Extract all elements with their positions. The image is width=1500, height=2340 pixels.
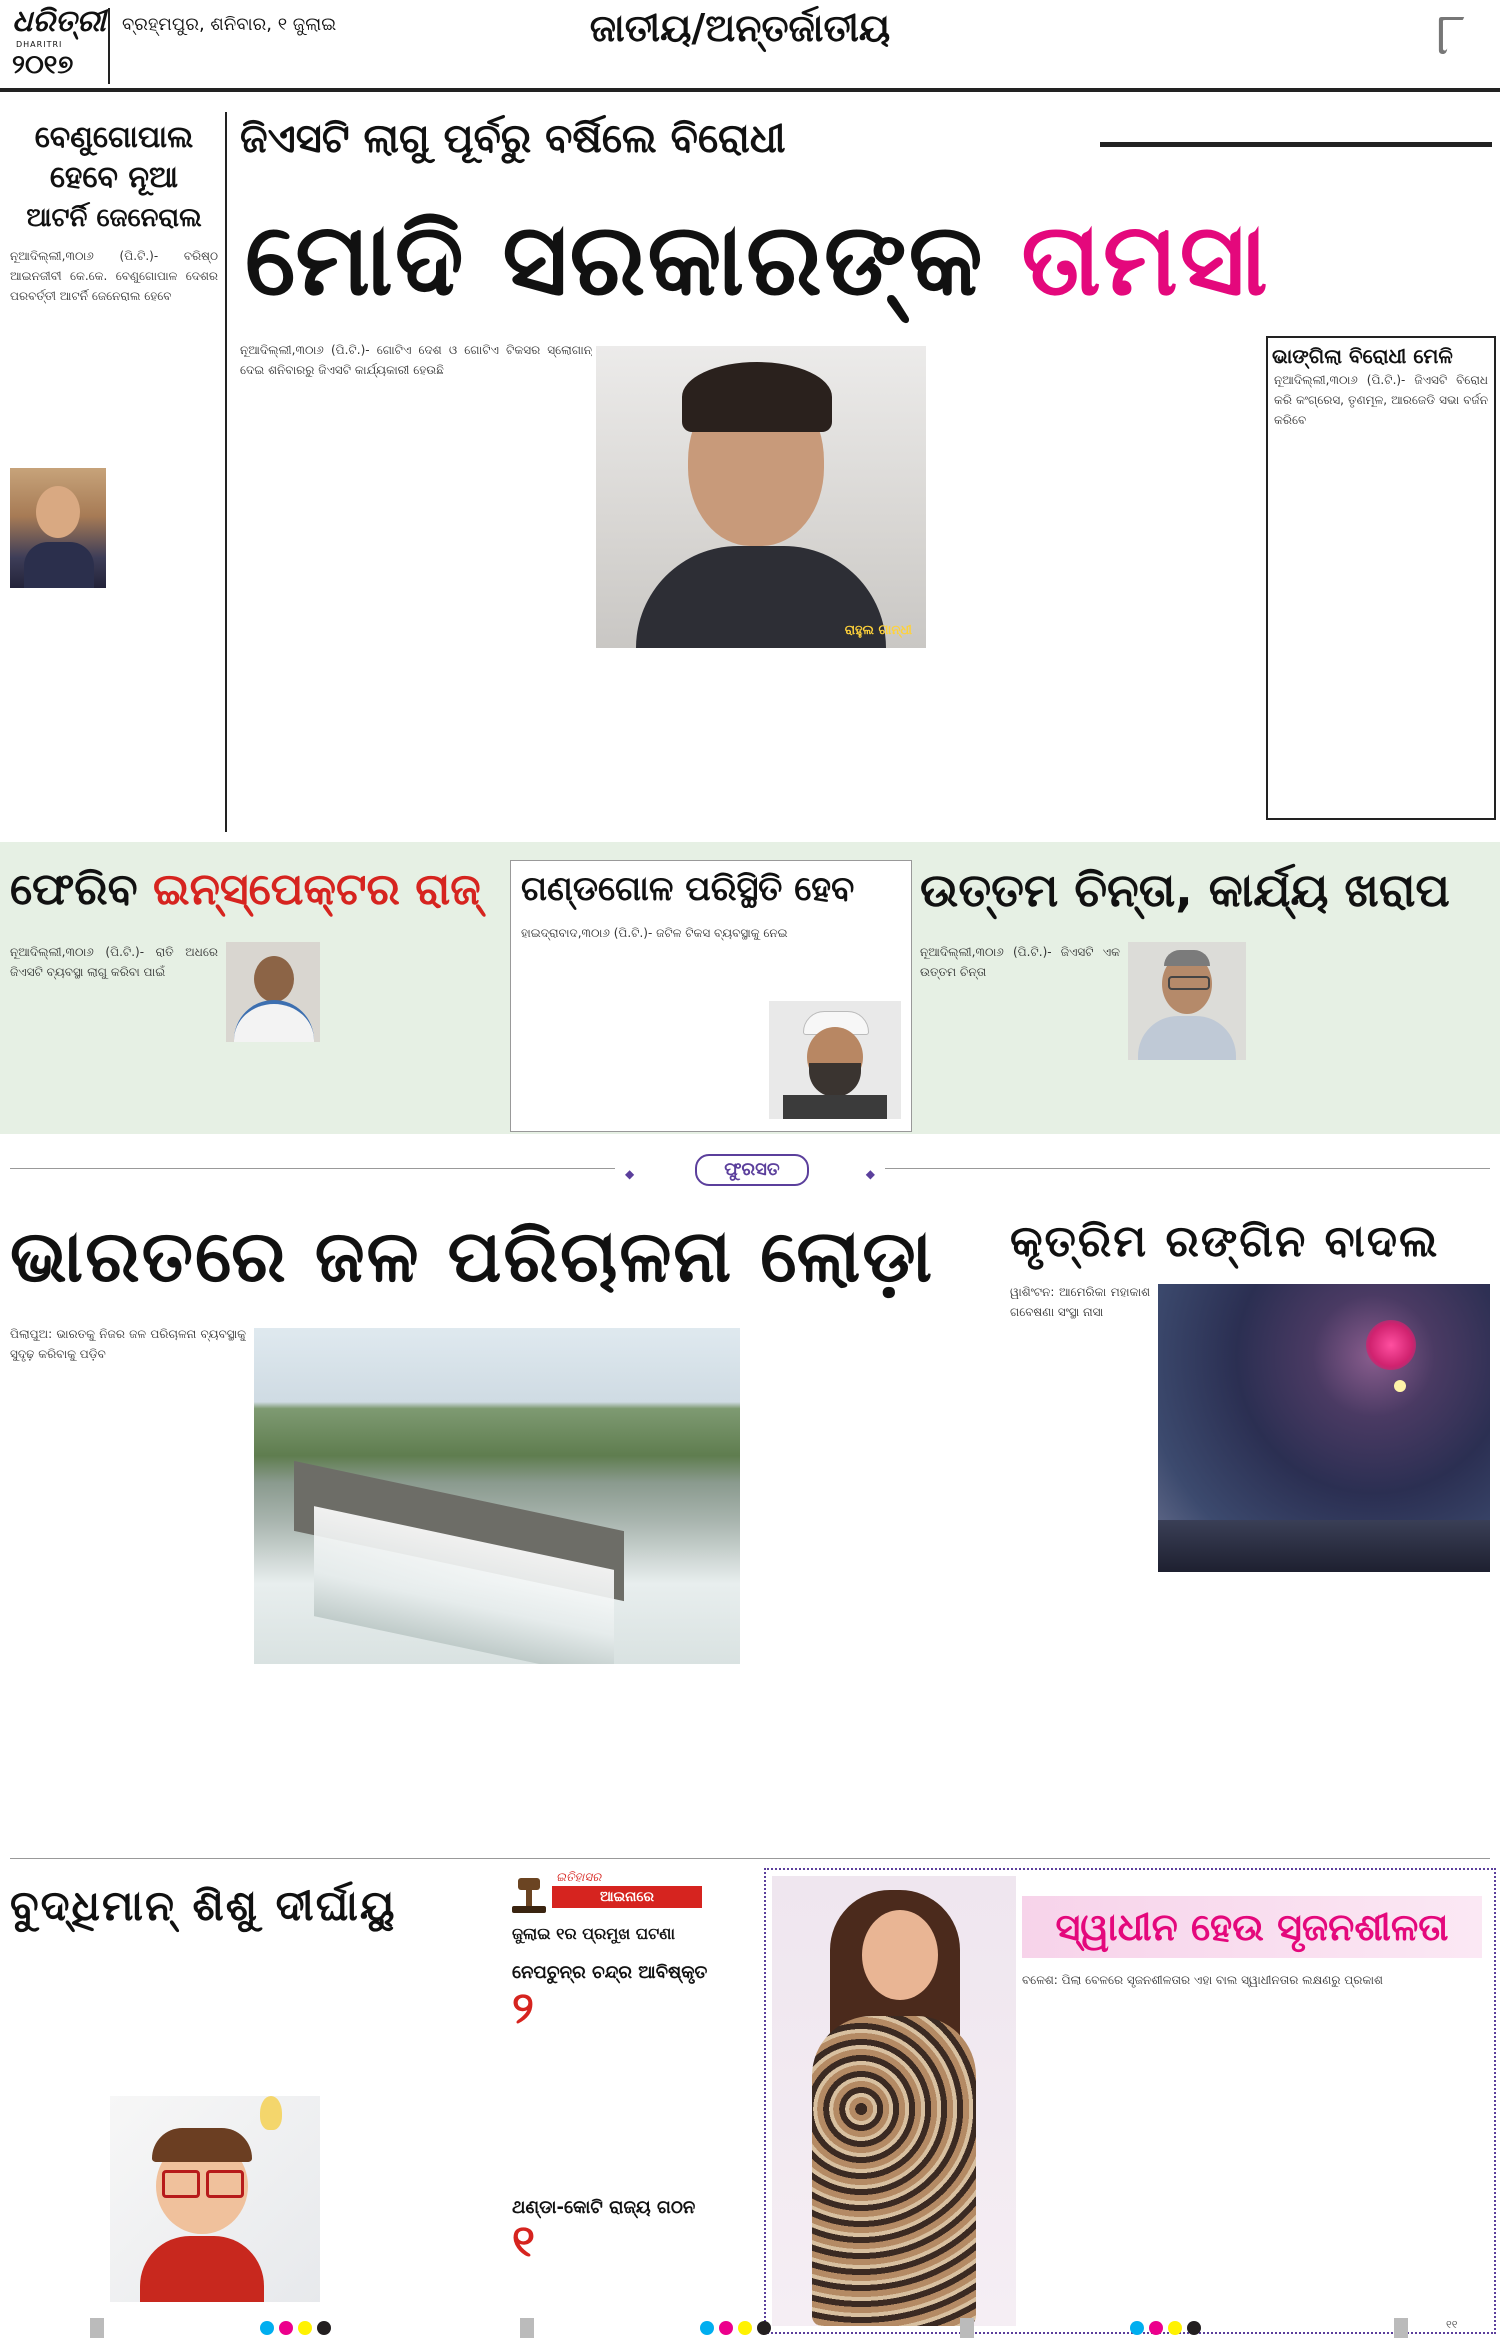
- band-story-1-dateline: ନୂଆଦିଲ୍ଲୀ,୩୦ା୬ (ପି.ଟି.)- ରାତି ଅଧରେ ଜିଏସଟି ବ୍ୟବସ୍ଥା ଲାଗୁ କରିବା ପାଇଁ: [10, 945, 218, 979]
- cloud-headline: କୃତ୍ରିମ ରଙ୍ଗିନ ବାଦଲ: [1010, 1216, 1440, 1267]
- left-story-headline-1: ବେଣୁଗୋପାଲ: [34, 120, 194, 155]
- history-item-1-body-b: [512, 2033, 746, 2191]
- child-photo: [110, 2096, 320, 2302]
- child-col-1c: [10, 2096, 102, 2302]
- supplement-tag: ◆ ◆ ଫୁରସତ: [625, 1152, 875, 1186]
- masthead-brand: ଧରିତ୍ରୀ: [12, 4, 106, 39]
- cloud-col-1: [1010, 1282, 1150, 1582]
- history-item-2-dropcap: ୧: [512, 2216, 535, 2267]
- side-box-dateline: ନୂଆଦିଲ୍ଲୀ,୩୦ା୬ (ପି.ଟି.)- ଜିଏସଟି ବିରୋଧ କରି କଂଗ୍ରେସ, ତୃଣମୂଳ, ଆରଜେଡି ସଭା ବର୍ଜନ କରିବେ: [1274, 373, 1488, 427]
- main-story-col-2: [596, 658, 926, 810]
- registration-mark: [260, 2320, 350, 2336]
- masthead-divider: [108, 8, 110, 84]
- crop-mark: [90, 2318, 104, 2338]
- cloud-dateline: ୱାଶିଂଟନ: ଆମେରିକା ମହାକାଶ ଗବେଷଣା ସଂସ୍ଥା ନାସା: [1010, 1285, 1150, 1319]
- main-story-dateline: ନୂଆଦିଲ୍ଲୀ,୩୦ା୬ (ପି.ଟି.)- ଗୋଟିଏ ଦେଶ ଓ ଗୋଟିଏ ଟିକସର ସ୍ଲୋଗାନ୍ ଦେଇ ଶନିବାରରୁ ଜିଏସଟି କାର୍ଯ୍ୟକାରୀ ହେଉଛି: [240, 343, 592, 377]
- supplement-rule-left: [10, 1168, 615, 1169]
- band-story-3: [920, 862, 1492, 1124]
- history-item-1-body: [542, 1991, 746, 2031]
- footer-page-marker: ୧୧: [1446, 2318, 1458, 2331]
- registration-mark: [1130, 2320, 1220, 2336]
- crop-mark: [520, 2318, 534, 2338]
- creativity-dateline: ବଳେଶ: ପିଲା ବେଳରେ ସୃଜନଶୀଳତାର ଏହା ବାଲ ସ୍ୱାଧୀନତାର ଲକ୍ଷଣରୁ ପ୍ରକାଶ: [1022, 1973, 1383, 1987]
- history-column: [512, 1870, 746, 2330]
- main-headline: [245, 200, 1270, 320]
- history-tag: [512, 1870, 746, 1922]
- cloud-col-2: [1010, 1588, 1490, 1844]
- band-story-1-body-c: [10, 1066, 502, 1124]
- left-story-headline-2: ହେବେ ନୂଆ: [49, 160, 179, 195]
- masthead-brand-sub: DHARITRI: [16, 40, 63, 49]
- band-story-3-dateline: ନୂଆଦିଲ୍ଲୀ,୩୦ା୬ (ପି.ଟି.)- ଜିଏସଟି ଏକ ଉତ୍ତମ ଚିନ୍ତା: [920, 945, 1120, 979]
- rahul-gandhi-photo: [596, 346, 926, 648]
- history-item-1-dropcap: ୨: [512, 1983, 534, 2034]
- creativity-box: [764, 1868, 1496, 2334]
- history-tag-top: ଇତିହାସର: [556, 1870, 602, 1884]
- actress-photo: [772, 1876, 1016, 2326]
- main-story-col-3: [934, 340, 1254, 810]
- registration-mark: [700, 2320, 790, 2336]
- child-headline: ବୁଦ୍ଧିମାନ୍ ଶିଶୁ ଦୀର୍ଘାୟୁ: [10, 1881, 397, 1930]
- page-number: ୮: [1436, 0, 1467, 68]
- masthead-year: ୨୦୧୭: [12, 50, 74, 80]
- kicker-rule: [1100, 142, 1492, 147]
- owaisi-photo: [769, 1001, 901, 1119]
- dateline: ବ୍ରହ୍ମପୁର, ଶନିବାର, ୧ ଜୁଲାଇ: [122, 14, 337, 35]
- water-col-3: [752, 1300, 998, 1844]
- history-sub: ଜୁଲାଇ ୧ର ପ୍ରମୁଖ ଘଟଣା: [512, 1924, 676, 1943]
- history-tag-bottom: ଆଇନାରେ: [552, 1886, 702, 1908]
- left-story: [10, 118, 218, 833]
- left-story-body-3: [10, 602, 218, 830]
- creativity-headline: ସ୍ୱାଧୀନ ହେଉ ସୃଜନଶୀଳତା: [1022, 1896, 1482, 1958]
- band-story-1-headline-red: ଇନ୍‌ସ୍ପେକ୍ଟର ରାଜ୍: [152, 864, 481, 915]
- sisodia-photo: [1128, 942, 1246, 1060]
- column-rule: [225, 112, 227, 832]
- artificial-cloud-photo: [1158, 1284, 1490, 1572]
- band-story-3-headline: ଉତ୍ତମ ଚିନ୍ତା, କାର୍ଯ୍ୟ ଖରାପ: [920, 863, 1450, 917]
- band-story-1-headline-black: ଫେରିବ: [10, 864, 153, 915]
- history-item-1-title: ନେପଚୁନ୍‌ର ଚନ୍ଦ୍ର ଆବିଷ୍କୃତ: [512, 1962, 708, 1983]
- creativity-body: [1022, 1970, 1484, 2322]
- child-col-1: [10, 1950, 246, 2090]
- side-box-headline: ଭାଙ୍ଗିଲା ବିରୋଧୀ ମେଳି: [1272, 344, 1453, 368]
- left-story-dateline: ନୂଆଦିଲ୍ଲୀ,୩୦ା୬ (ପି.ଟି.)- ବରିଷ୍ଠ ଆଇନଜୀବୀ କେ.କେ. ବେଣୁଗୋପାଳ ଦେଶର ପରବର୍ତ୍ତୀ ଆଟର୍ନି ଜେନେରାଲ ହେବେ: [10, 249, 218, 303]
- side-box-body: [1268, 370, 1494, 800]
- water-col-2: [254, 1670, 740, 1844]
- main-headline-black: ମୋଦି ସରକାରଙ୍କ: [245, 201, 985, 318]
- dam-photo: [254, 1328, 740, 1664]
- band-story-3-body-a: [920, 942, 1120, 1124]
- crop-mark: [1394, 2318, 1408, 2338]
- history-item-2-body: [542, 2224, 746, 2264]
- supplement-tag-label: ଫୁରସତ: [695, 1154, 809, 1186]
- main-story-kicker: ଜିଏସଟି ଲାଗୁ ପୂର୍ବରୁ ବର୍ଷିଲେ ବିରୋଧୀ: [240, 116, 786, 162]
- photo-caption: ରାହୁଲ ଗାନ୍ଧୀ: [844, 623, 912, 638]
- lower-divider: [10, 1858, 1490, 1859]
- section-title: ଜାତୀୟ/ଅନ୍ତର୍ଜାତୀୟ: [589, 6, 891, 50]
- band-story-1-body-a: [10, 942, 218, 1062]
- band-story-2-body-a: [521, 923, 901, 1003]
- left-story-headline-3: ଆଟର୍ନି ଜେନେରାଲ: [26, 203, 202, 233]
- main-story-col-1: [240, 340, 592, 810]
- main-headline-pink: ତାମସା: [1021, 201, 1270, 318]
- masthead-rule: [0, 88, 1500, 92]
- mamata-photo: [226, 942, 320, 1042]
- band-story-2-headline: ଗଣ୍ଡଗୋଳ ପରିସ୍ଥିତି ହେବ: [521, 869, 855, 909]
- water-col-1: [10, 1324, 246, 1844]
- band-story-2-body-b: [521, 1007, 761, 1125]
- masthead: [0, 0, 1500, 100]
- venugopal-photo: [10, 468, 106, 588]
- band-story-2: [510, 860, 912, 1132]
- supplement-rule-right: [885, 1168, 1490, 1169]
- band-story-2-dateline: ହାଇଦ୍ରାବାଦ,୩୦ା୬ (ପି.ଟି.)- ଜଟିଳ ଟିକସ ବ୍ୟବସ୍ଥାକୁ ନେଇ: [521, 926, 788, 940]
- band-story-3-body-b: [1254, 942, 1492, 1124]
- history-gavel-icon: [512, 1876, 546, 1914]
- history-item-2-title: ଥଣ୍ଡା-କୋଟି ରାଜ୍ୟ ଗଠନ: [512, 2197, 696, 2218]
- water-dateline: ପିଲାପୁଅ: ଭାରତକୁ ନିଜର ଜଳ ପରିଚାଳନା ବ୍ୟବସ୍ଥାକୁ ସୁଦୃଢ଼ କରିବାକୁ ପଡ଼ିବ: [10, 1327, 246, 1361]
- band-story-1-headline: [10, 862, 502, 918]
- footer: [0, 2318, 1500, 2338]
- left-story-body-2: [114, 468, 218, 592]
- band-story-1: [10, 862, 502, 1124]
- crop-mark: [960, 2318, 974, 2338]
- side-box: [1266, 336, 1496, 820]
- water-headline: ଭାରତରେ ଜଳ ପରିଚାଳନା ଲୋଡ଼ା: [10, 1214, 935, 1298]
- band-story-1-body-b: [328, 942, 502, 1062]
